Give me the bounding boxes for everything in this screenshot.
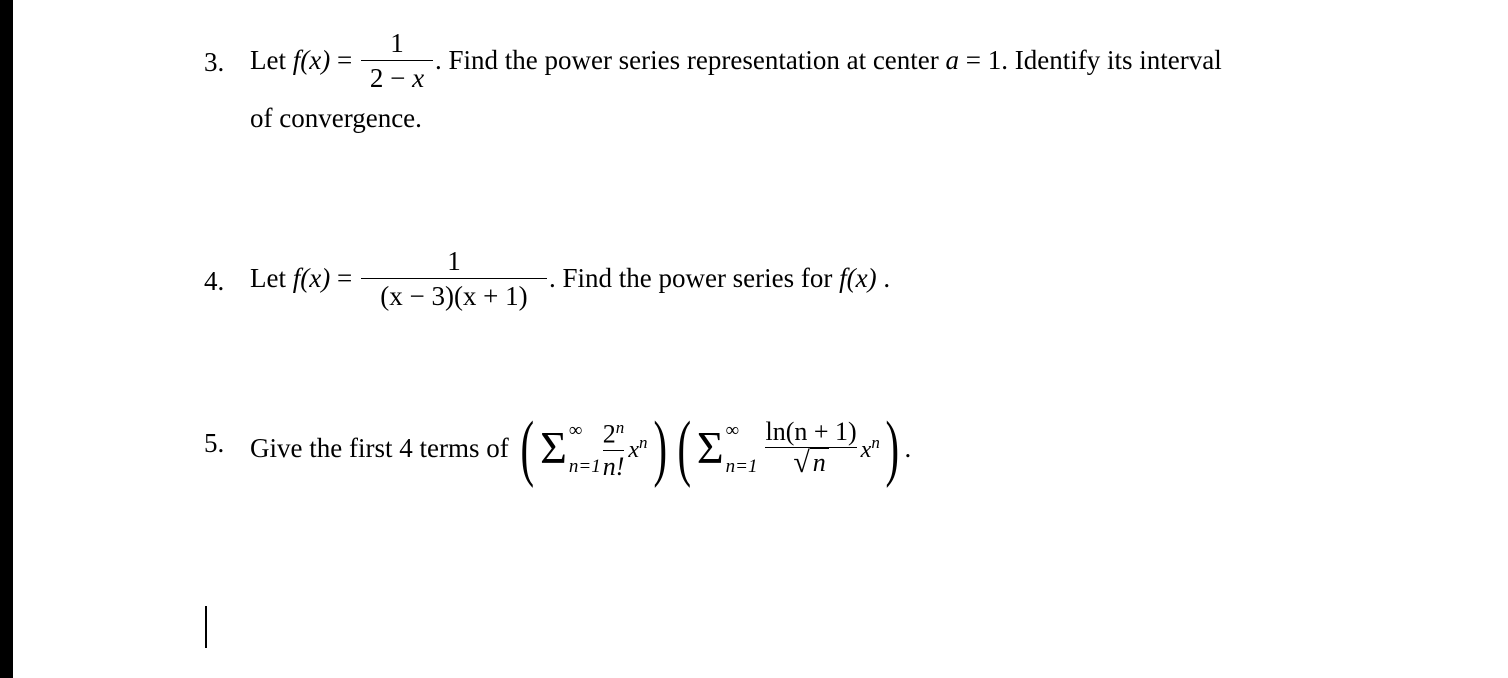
problem-statement xyxy=(250,244,890,313)
sum-2 xyxy=(696,420,758,477)
power-term: $x^n$ xyxy=(860,432,880,463)
text: Let xyxy=(250,263,286,293)
left-paren: ( xyxy=(677,407,692,489)
text: . Find the power series representation at center xyxy=(434,45,939,75)
text: 1. Identify its interval xyxy=(987,45,1222,75)
function-name: f xyxy=(839,263,847,293)
denominator: 2 − x xyxy=(369,63,425,93)
text-cursor xyxy=(205,606,207,648)
fraction xyxy=(361,26,433,95)
equals: = xyxy=(965,45,981,75)
equals: = xyxy=(336,263,353,293)
right-paren: ) xyxy=(653,407,667,489)
problem-3 xyxy=(204,26,1384,136)
right-paren: ) xyxy=(885,407,899,489)
problem-number: 5. xyxy=(204,428,225,458)
problem-number: 4. xyxy=(204,266,225,296)
text: Let xyxy=(250,45,286,75)
function-arg: (x) xyxy=(846,263,877,293)
numerator: 1 xyxy=(447,246,461,276)
sum-limits: ∞ n=1 xyxy=(725,420,758,477)
square-root: √ n xyxy=(793,448,828,478)
problem-statement xyxy=(250,26,1222,95)
problem-statement xyxy=(250,398,911,498)
denominator xyxy=(793,445,828,480)
denominator: n! xyxy=(602,451,625,481)
term-fraction-1 xyxy=(603,413,625,483)
document-page[interactable] xyxy=(13,0,1508,678)
term-fraction-2 xyxy=(765,417,856,480)
center-variable: a xyxy=(945,45,960,75)
function-name: f xyxy=(292,45,301,75)
denominator: (x − 3)(x + 1) xyxy=(380,281,528,311)
sum-1 xyxy=(540,420,601,477)
text: . Find the power series for xyxy=(548,263,833,293)
sigma-symbol: Σ xyxy=(540,422,567,473)
problem-number: 3. xyxy=(204,47,225,77)
function-name: f xyxy=(292,263,301,293)
text: Give the first 4 terms of xyxy=(250,432,509,463)
problem-statement-line2: of convergence. xyxy=(250,103,422,133)
text: . xyxy=(883,263,891,293)
series-product xyxy=(515,407,912,489)
numerator: ln(n + 1) xyxy=(765,416,857,446)
numerator: 1 xyxy=(390,28,404,58)
function-arg: (x) xyxy=(300,263,331,293)
problem-5 xyxy=(204,398,1104,508)
left-paren: ( xyxy=(521,407,535,489)
problem-4 xyxy=(204,244,1104,324)
function-arg: (x) xyxy=(300,45,331,75)
fraction xyxy=(361,244,547,313)
sum-limits: ∞ n=1 xyxy=(568,420,601,477)
sigma-symbol: Σ xyxy=(696,422,724,473)
power-term: $x^n$ xyxy=(628,432,648,463)
left-window-edge xyxy=(0,0,13,678)
equals: = xyxy=(336,45,353,75)
numerator: 2$^n$ xyxy=(602,418,625,449)
text: . xyxy=(904,432,912,463)
